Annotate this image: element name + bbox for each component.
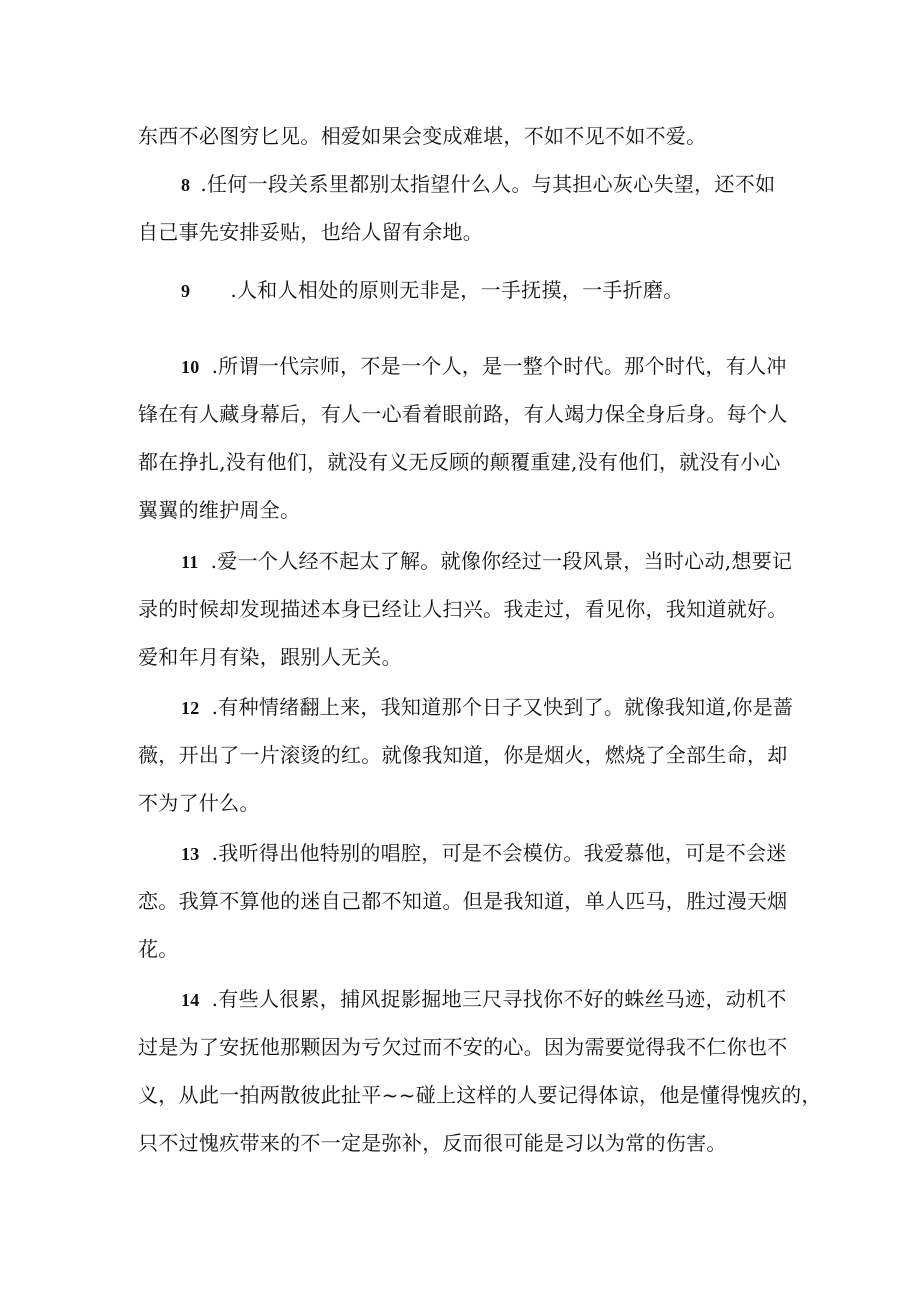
paragraph-line: [181, 839, 798, 868]
paragraph-line: 录的时候却发现描述本身已经让人扫兴。我走过，看见你，我知道就好。: [138, 597, 788, 621]
paragraph-text: .人和人相处的原则无非是，一手抚摸，一手折磨。: [230, 278, 684, 302]
paragraph-number: 12: [181, 698, 200, 718]
paragraph-line: 翼翼的维护周全。: [138, 498, 301, 522]
paragraph-line: [181, 547, 798, 576]
paragraph-number: 10: [181, 357, 200, 377]
paragraph-number: 9: [181, 281, 191, 301]
paragraph-line: [181, 985, 798, 1014]
paragraph-line: [181, 276, 798, 305]
paragraph-text: .有些人很累，捕风捉影掘地三尺寻找你不好的蛛丝马迹，动机不: [211, 987, 787, 1011]
paragraph-number: 11: [181, 552, 199, 572]
paragraph-line: [181, 170, 798, 199]
paragraph-line: 自己事先安排妥贴，也给人留有余地。: [138, 220, 484, 244]
paragraph-text: .我听得出他特别的唱腔，可是不会模仿。我爱慕他，可是不会迷: [211, 841, 787, 865]
paragraph-text: .所谓一代宗师，不是一个人，是一整个时代。那个时代，有人冲: [211, 354, 787, 378]
paragraph-line: 不为了什么。: [138, 791, 260, 815]
paragraph-line: [181, 693, 798, 722]
paragraph-number: 8: [181, 175, 191, 195]
paragraph-line: 爱和年月有染，跟别人无关。: [138, 645, 402, 669]
paragraph-line: 锋在有人藏身幕后，有人一心看着眼前路，有人竭力保全身后身。每个人: [138, 402, 788, 426]
paragraph-line: 只不过愧疚带来的不一定是弥补，反而很可能是习以为常的伤害。: [138, 1131, 727, 1155]
paragraph-number: 14: [181, 990, 200, 1010]
paragraph-text: .有种情绪翻上来，我知道那个日子又快到了。就像我知道,你是蔷: [211, 695, 794, 719]
paragraph-line: 义，从此一拍两散彼此扯平~~碰上这样的人要记得体谅，他是懂得愧疚的，: [138, 1083, 822, 1107]
paragraph-line: 恋。我算不算他的迷自己都不知道。但是我知道，单人匹马，胜过漫天烟: [138, 889, 788, 913]
paragraph-line: [181, 352, 798, 381]
paragraph-line: 花。: [138, 937, 179, 961]
paragraph-text: .爱一个人经不起太了解。就像你经过一段风景，当时心动,想要记: [210, 549, 793, 573]
paragraph-line: 过是为了安抚他那颗因为亏欠过而不安的心。因为需要觉得我不仁你也不: [138, 1035, 788, 1059]
paragraph-line: 东西不必图穷匕见。相爱如果会变成难堪，不如不见不如不爱。: [138, 124, 707, 148]
paragraph-text: .任何一段关系里都别太指望什么人。与其担心灰心失望，还不如: [200, 172, 776, 196]
paragraph-line: 都在挣扎,没有他们，就没有义无反顾的颠覆重建,没有他们，就没有小心: [138, 450, 781, 474]
paragraph-number: 13: [181, 844, 200, 864]
paragraph-line: 薇，开出了一片滚烫的红。就像我知道，你是烟火，燃烧了全部生命，却: [138, 743, 788, 767]
